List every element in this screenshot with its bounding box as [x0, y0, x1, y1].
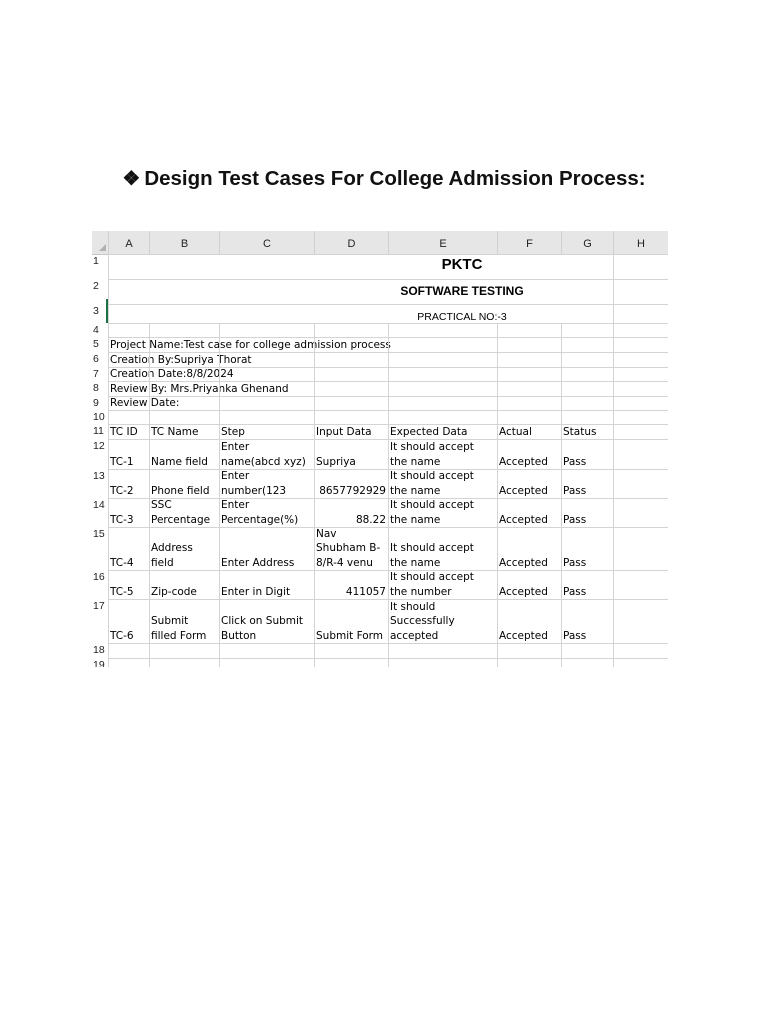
cell-expected-data: It should Successfully accepted	[390, 600, 455, 642]
cell-step: Enter in Digit	[221, 585, 291, 598]
cell-input-data: Supriya	[316, 455, 356, 468]
cell-tc-name: Name field	[151, 455, 208, 468]
cell-step: Enter Percentage(%)	[221, 499, 299, 526]
cell-tc-name: Submit filled Form	[151, 615, 207, 642]
cell-tc-name: SSC Percentage	[151, 499, 211, 526]
cell-status: Pass	[563, 629, 587, 642]
cell-actual: Accepted	[499, 455, 548, 468]
cell-tc-id: TC-5	[110, 585, 134, 598]
cell-tc-name: Zip-code	[151, 585, 197, 598]
column-header-h[interactable]: H	[613, 231, 668, 254]
column-header-bar	[92, 231, 668, 255]
header-input-data: Input Data	[316, 425, 372, 438]
creation-date-cell: Creation Date:8/8/2024	[110, 367, 234, 380]
row-number[interactable]: 5	[93, 338, 99, 350]
cell-actual: Accepted	[499, 484, 548, 497]
row-number[interactable]: 19	[93, 659, 105, 667]
row-number[interactable]: 9	[93, 397, 99, 409]
review-date-cell: Review Date:	[110, 396, 180, 409]
cell-input-data: 411057	[345, 585, 386, 598]
row-number[interactable]: 6	[93, 353, 99, 365]
row-number[interactable]: 2	[93, 280, 99, 292]
cell-expected-data: It should accept the name	[390, 542, 474, 569]
row-number[interactable]: 15	[93, 528, 105, 540]
row-number[interactable]: 7	[93, 368, 99, 380]
cell-actual: Accepted	[499, 513, 548, 526]
cell-tc-name: Phone field	[151, 484, 210, 497]
column-header-b[interactable]: B	[149, 231, 219, 254]
row-number[interactable]: 4	[93, 324, 99, 336]
cell-status: Pass	[563, 484, 587, 497]
header-step: Step	[221, 425, 245, 438]
cell-expected-data: It should accept the name	[390, 441, 474, 468]
row-number[interactable]: 16	[93, 571, 105, 583]
sheet-subtitle: SOFTWARE TESTING	[400, 284, 524, 298]
header-expected-data: Expected Data	[390, 425, 468, 438]
cell-tc-id: TC-2	[110, 484, 134, 497]
cell-status: Pass	[563, 513, 587, 526]
cell-input-data: Nav Shubham B- 8/R-4 venu	[316, 527, 381, 569]
header-tc-id: TC ID	[110, 425, 138, 438]
cell-step: Enter number(123	[221, 470, 287, 497]
cell-tc-id: TC-6	[110, 629, 134, 642]
row-number[interactable]: 14	[93, 499, 105, 511]
sheet-title: PKTC	[441, 256, 483, 273]
column-header-a[interactable]: A	[108, 231, 149, 254]
cell-expected-data: It should accept the name	[390, 499, 474, 526]
row-number[interactable]: 17	[93, 600, 105, 612]
column-header-c[interactable]: C	[219, 231, 314, 254]
row-number[interactable]: 1	[93, 255, 99, 267]
heading-text: Design Test Cases For College Admission Process:	[144, 167, 646, 190]
cell-step: Enter Address	[221, 556, 295, 569]
practical-number: PRACTICAL NO:-3	[417, 311, 507, 323]
header-status: Status	[563, 425, 597, 438]
page-heading	[0, 166, 768, 191]
row-number[interactable]: 18	[93, 644, 105, 656]
cell-input-data: Submit Form	[316, 629, 384, 642]
spreadsheet-image	[92, 231, 668, 667]
cell-step: Click on Submit Button	[221, 615, 304, 642]
column-header-f[interactable]: F	[497, 231, 561, 254]
creation-by-cell: Creation By:Supriya Thorat	[110, 353, 252, 366]
cell-tc-id: TC-3	[110, 513, 134, 526]
cell-expected-data: It should accept the number	[390, 571, 474, 598]
cell-tc-name: Address field	[151, 542, 193, 569]
diamond-bullet-icon: ❖	[122, 168, 141, 190]
cell-status: Pass	[563, 556, 587, 569]
row-number[interactable]: 3	[93, 305, 99, 317]
cell-expected-data: It should accept the name	[390, 470, 474, 497]
row-number[interactable]: 12	[93, 440, 105, 452]
cell-input-data: 88.22	[355, 513, 386, 526]
column-header-d[interactable]: D	[314, 231, 388, 254]
row-number[interactable]: 13	[93, 470, 105, 482]
column-header-e[interactable]: E	[388, 231, 497, 254]
header-tc-name: TC Name	[151, 425, 199, 438]
row-number[interactable]: 11	[93, 425, 104, 437]
cell-status: Pass	[563, 455, 587, 468]
row-number[interactable]: 8	[93, 382, 99, 394]
cell-input-data: 8657792929	[319, 484, 386, 497]
cell-actual: Accepted	[499, 585, 548, 598]
cell-tc-id: TC-1	[110, 455, 134, 468]
cell-actual: Accepted	[499, 556, 548, 569]
column-header-g[interactable]: G	[561, 231, 613, 254]
row-number[interactable]: 10	[93, 411, 105, 423]
cell-step: Enter name(abcd xyz)	[221, 441, 306, 468]
cell-actual: Accepted	[499, 629, 548, 642]
cell-tc-id: TC-4	[110, 556, 134, 569]
cell-status: Pass	[563, 585, 587, 598]
header-actual: Actual	[499, 425, 532, 438]
project-name-cell: Project Name:Test case for college admission process	[110, 338, 391, 351]
review-by-cell: Review By: Mrs.Priyanka Ghenand	[110, 382, 289, 395]
